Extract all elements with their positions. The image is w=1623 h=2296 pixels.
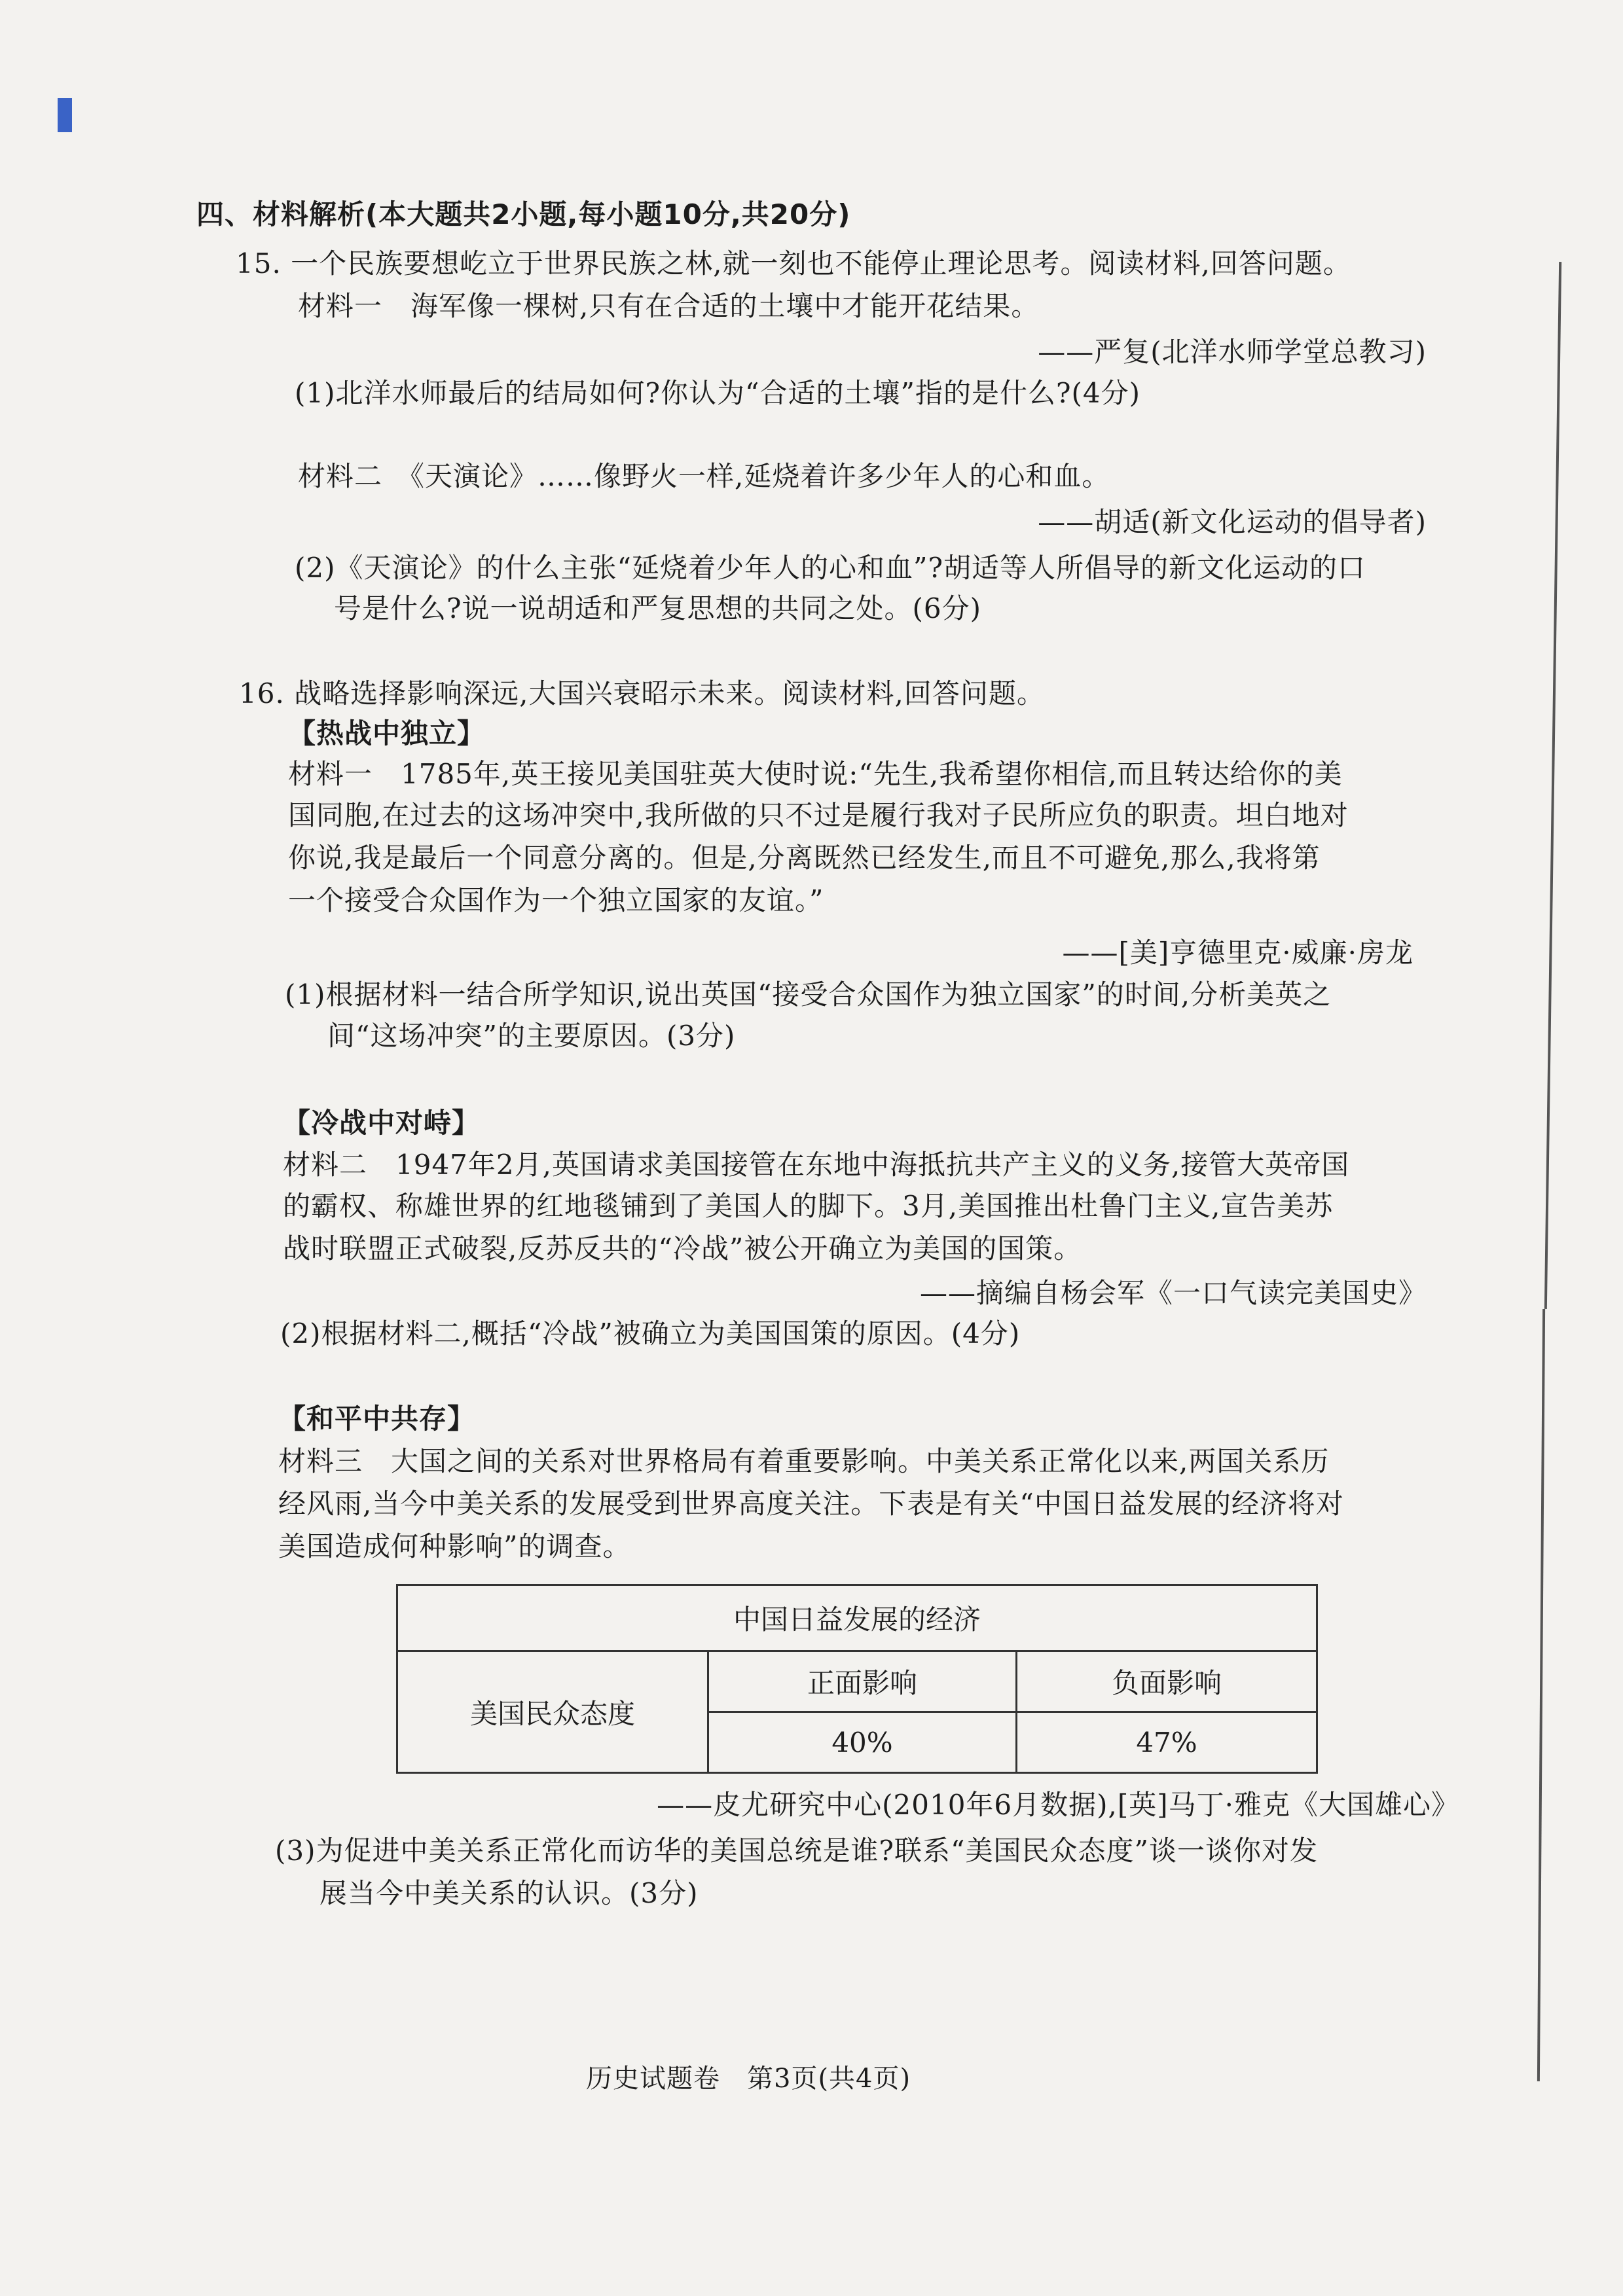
q16-question-1-line-2: 间“这场冲突”的主要原因。(3分) [327, 1020, 736, 1052]
table-col-positive: 正面影响 [708, 1651, 1017, 1712]
q16-heading-1: 【热战中独立】 [288, 717, 486, 749]
q16-question-2: (2)根据材料二,概括“冷战”被确立为美国国策的原因。(4分) [280, 1318, 1021, 1350]
q15-stem: 15. 一个民族要想屹立于世界民族之林,就一刻也不能停止理论思考。阅读材料,回答问题。 [236, 247, 1351, 279]
q16-material-1-source: ——[美]亨德里克·威廉·房龙 [1062, 937, 1413, 969]
table-value-positive: 40% [708, 1712, 1017, 1773]
q16-material-2-line-2: 的霸权、称雄世界的红地毯铺到了美国人的脚下。3月,美国推出杜鲁门主义,宣告美苏 [283, 1190, 1334, 1222]
q16-question-3-line-1: (3)为促进中美关系正常化而访华的美国总统是谁?联系“美国民众态度”谈一谈你对发 [275, 1835, 1318, 1867]
margin-line [1537, 1309, 1545, 2081]
q16-material-3-line-3: 美国造成何种影响”的调查。 [278, 1530, 631, 1562]
q16-material-2-line-1: 材料二 1947年2月,英国请求美国接管在东地中海抵抗共产主义的义务,接管大英帝国 [283, 1149, 1350, 1181]
q15-material-2: 材料二 《天演论》……像野火一样,延烧着许多少年人的心和血。 [298, 460, 1110, 492]
scan-corner-mark [58, 98, 72, 132]
section-title: 四、材料解析(本大题共2小题,每小题10分,共20分) [196, 198, 851, 230]
q16-material-1-line-4: 一个接受合众国作为一个独立国家的友谊。” [288, 884, 824, 916]
q16-question-1-line-1: (1)根据材料一结合所学知识,说出英国“接受合众国作为独立国家”的时间,分析美英之 [285, 978, 1332, 1011]
q16-material-1-line-3: 你说,我是最后一个同意分离的。但是,分离既然已经发生,而且不可避免,那么,我将第 [288, 842, 1321, 874]
q15-material-1: 材料一 海军像一棵树,只有在合适的土壤中才能开花结果。 [298, 290, 1040, 322]
q16-heading-2: 【冷战中对峙】 [283, 1107, 481, 1139]
table-value-negative: 47% [1017, 1712, 1317, 1773]
q15-material-1-source: ——严复(北洋水师学堂总教习) [1038, 336, 1427, 368]
q16-material-1-line-1: 材料一 1785年,英王接见美国驻英大使时说:“先生,我希望你相信,而且转达给你的美 [288, 758, 1343, 790]
table-row-label: 美国民众态度 [397, 1651, 708, 1773]
q16-material-2-line-3: 战时联盟正式破裂,反苏反共的“冷战”被公开确立为美国的国策。 [283, 1232, 1082, 1265]
q15-question-2-line-1: (2)《天演论》的什么主张“延烧着少年人的心和血”?胡适等人所倡导的新文化运动的口 [295, 552, 1366, 584]
table-row [397, 1651, 1317, 1712]
table-header: 中国日益发展的经济 [397, 1585, 1317, 1651]
page-footer: 历史试题卷 第3页(共4页) [586, 2064, 911, 2094]
table-col-negative: 负面影响 [1017, 1651, 1317, 1712]
survey-table [396, 1584, 1318, 1774]
q16-material-3-line-2: 经风雨,当今中美关系的发展受到世界高度关注。下表是有关“中国日益发展的经济将对 [278, 1488, 1344, 1520]
margin-line [1544, 262, 1561, 1309]
q16-material-1-line-2: 国同胞,在过去的这场冲突中,我所做的只不过是履行我对子民所应负的职责。坦白地对 [288, 799, 1349, 831]
q16-material-3-line-1: 材料三 大国之间的关系对世界格局有着重要影响。中美关系正常化以来,两国关系历 [278, 1445, 1330, 1477]
table-row [397, 1585, 1317, 1651]
table-source: ——皮尤研究中心(2010年6月数据),[英]马丁·雅克《大国雄心》 [657, 1789, 1459, 1821]
q16-stem: 16. 战略选择影响深远,大国兴衰昭示未来。阅读材料,回答问题。 [239, 677, 1045, 709]
q15-question-2-line-2: 号是什么?说一说胡适和严复思想的共同之处。(6分) [334, 592, 982, 624]
q16-material-2-source: ——摘编自杨会军《一口气读完美国史》 [919, 1277, 1427, 1309]
q16-question-3-line-2: 展当今中美关系的认识。(3分) [319, 1877, 699, 1909]
q15-question-1: (1)北洋水师最后的结局如何?你认为“合适的土壤”指的是什么?(4分) [295, 377, 1140, 409]
q16-heading-3: 【和平中共存】 [278, 1403, 476, 1435]
q15-material-2-source: ——胡适(新文化运动的倡导者) [1038, 506, 1427, 538]
